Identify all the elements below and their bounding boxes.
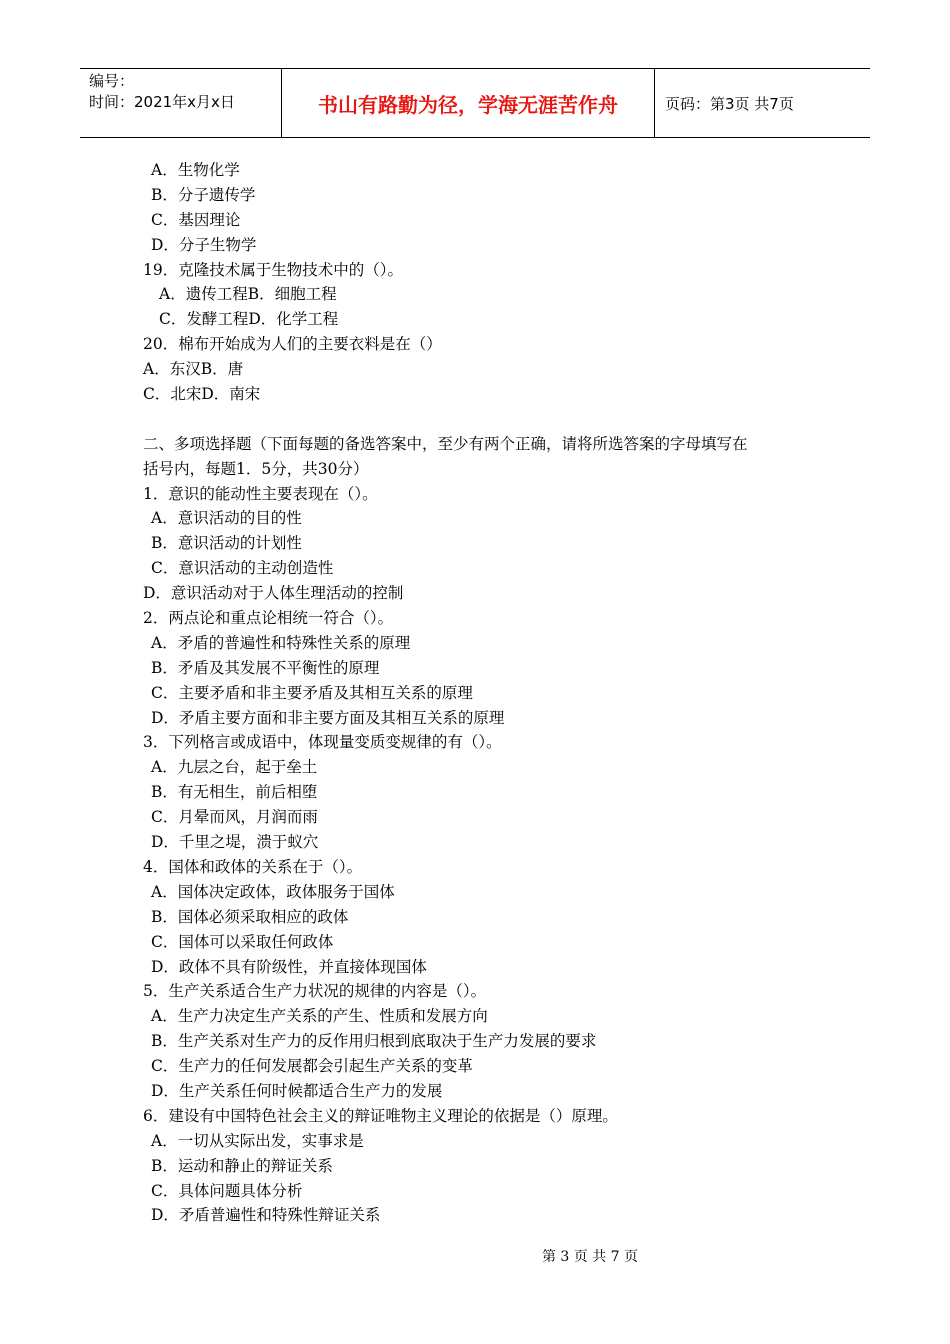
- text-line: 3．下列格言或成语中，体现量变质变规律的有（）。: [143, 733, 502, 752]
- text-line: 2．两点论和重点论相统一符合（）。: [143, 609, 394, 628]
- text-line: 4．国体和政体的关系在于（）。: [143, 857, 363, 876]
- document-number-label: 编号：: [89, 72, 135, 90]
- text-line: D．意识活动对于人体生理活动的控制: [143, 584, 404, 603]
- text-line: B．国体必须采取相应的政体: [151, 907, 349, 926]
- text-line: D．千里之堤，溃于蚁穴: [151, 833, 319, 852]
- text-line: 5．生产关系适合生产力状况的规律的内容是（）。: [143, 982, 487, 1001]
- text-line: A．遗传工程B．细胞工程: [159, 285, 337, 304]
- text-line: 20．棉布开始成为人们的主要衣料是在（）: [143, 335, 442, 354]
- header-meta: [80, 69, 282, 137]
- text-line: 6．建设有中国特色社会主义的辩证唯物主义理论的依据是（）原理。: [143, 1106, 618, 1125]
- text-line: C．基因理论: [151, 210, 241, 229]
- text-line: D．矛盾主要方面和非主要方面及其相互关系的原理: [151, 708, 505, 727]
- text-line: B．运动和静止的辩证关系: [151, 1156, 333, 1175]
- text-line: C．月晕而风，月润而雨: [151, 808, 318, 827]
- text-line: D．分子生物学: [151, 235, 257, 254]
- text-line: A．一切从实际出发，实事求是: [151, 1131, 364, 1150]
- text-line: C．北宋D．南宋: [143, 385, 261, 404]
- text-line: A．九层之台，起于垒土: [151, 758, 318, 777]
- text-line: B．分子遗传学: [151, 185, 256, 204]
- text-line: C．生产力的任何发展都会引起生产关系的变革: [151, 1057, 473, 1076]
- text-line: C．主要矛盾和非主要矛盾及其相互关系的原理: [151, 683, 473, 702]
- page-footer: 第 3 页 共 7 页: [541, 1249, 639, 1265]
- text-line: 括号内，每题1．5分，共30分）: [143, 459, 369, 478]
- text-line: C．发酵工程D．化学工程: [159, 310, 339, 329]
- text-line: D．矛盾普遍性和特殊性辩证关系: [151, 1206, 381, 1225]
- text-line: A．国体决定政体，政体服务于国体: [151, 882, 395, 901]
- text-line: C．意识活动的主动创造性: [151, 559, 334, 578]
- text-line: D．生产关系任何时候都适合生产力的发展: [151, 1081, 443, 1100]
- text-line: C．具体问题具体分析: [151, 1181, 303, 1200]
- text-line: B．矛盾及其发展不平衡性的原理: [151, 658, 380, 677]
- text-line: C．国体可以采取任何政体: [151, 932, 334, 951]
- text-line: A．矛盾的普遍性和特殊性关系的原理: [151, 633, 411, 652]
- text-line: A．东汉B．唐: [143, 360, 244, 379]
- header-motto: 书山有路勤为径，学海无涯苦作舟: [282, 69, 655, 137]
- text-line: 1．意识的能动性主要表现在（）。: [143, 484, 378, 503]
- text-line: D．政体不具有阶级性，并直接体现国体: [151, 957, 427, 976]
- text-line: 19．克隆技术属于生物技术中的（）。: [143, 260, 403, 279]
- text-line: 二、多项选择题（下面每题的备选答案中，至少有两个正确，请将所选答案的字母填写在: [143, 434, 748, 453]
- text-line: A．意识活动的目的性: [151, 509, 302, 528]
- text-line: A．生物化学: [151, 161, 240, 179]
- text-line: B．生产关系对生产力的反作用归根到底取决于生产力发展的要求: [151, 1032, 597, 1051]
- text-line: A．生产力决定生产关系的产生、性质和发展方向: [151, 1007, 488, 1026]
- text-line: B．有无相生，前后相堕: [151, 783, 318, 802]
- document-date-label: 时间：2021年x月x日: [89, 93, 235, 111]
- question-content: [143, 158, 843, 1228]
- text-line: B．意识活动的计划性: [151, 534, 302, 553]
- header-page-info: 页码：第3页 共7页: [665, 94, 794, 113]
- blank-line: [143, 407, 843, 432]
- page-header: [80, 68, 870, 138]
